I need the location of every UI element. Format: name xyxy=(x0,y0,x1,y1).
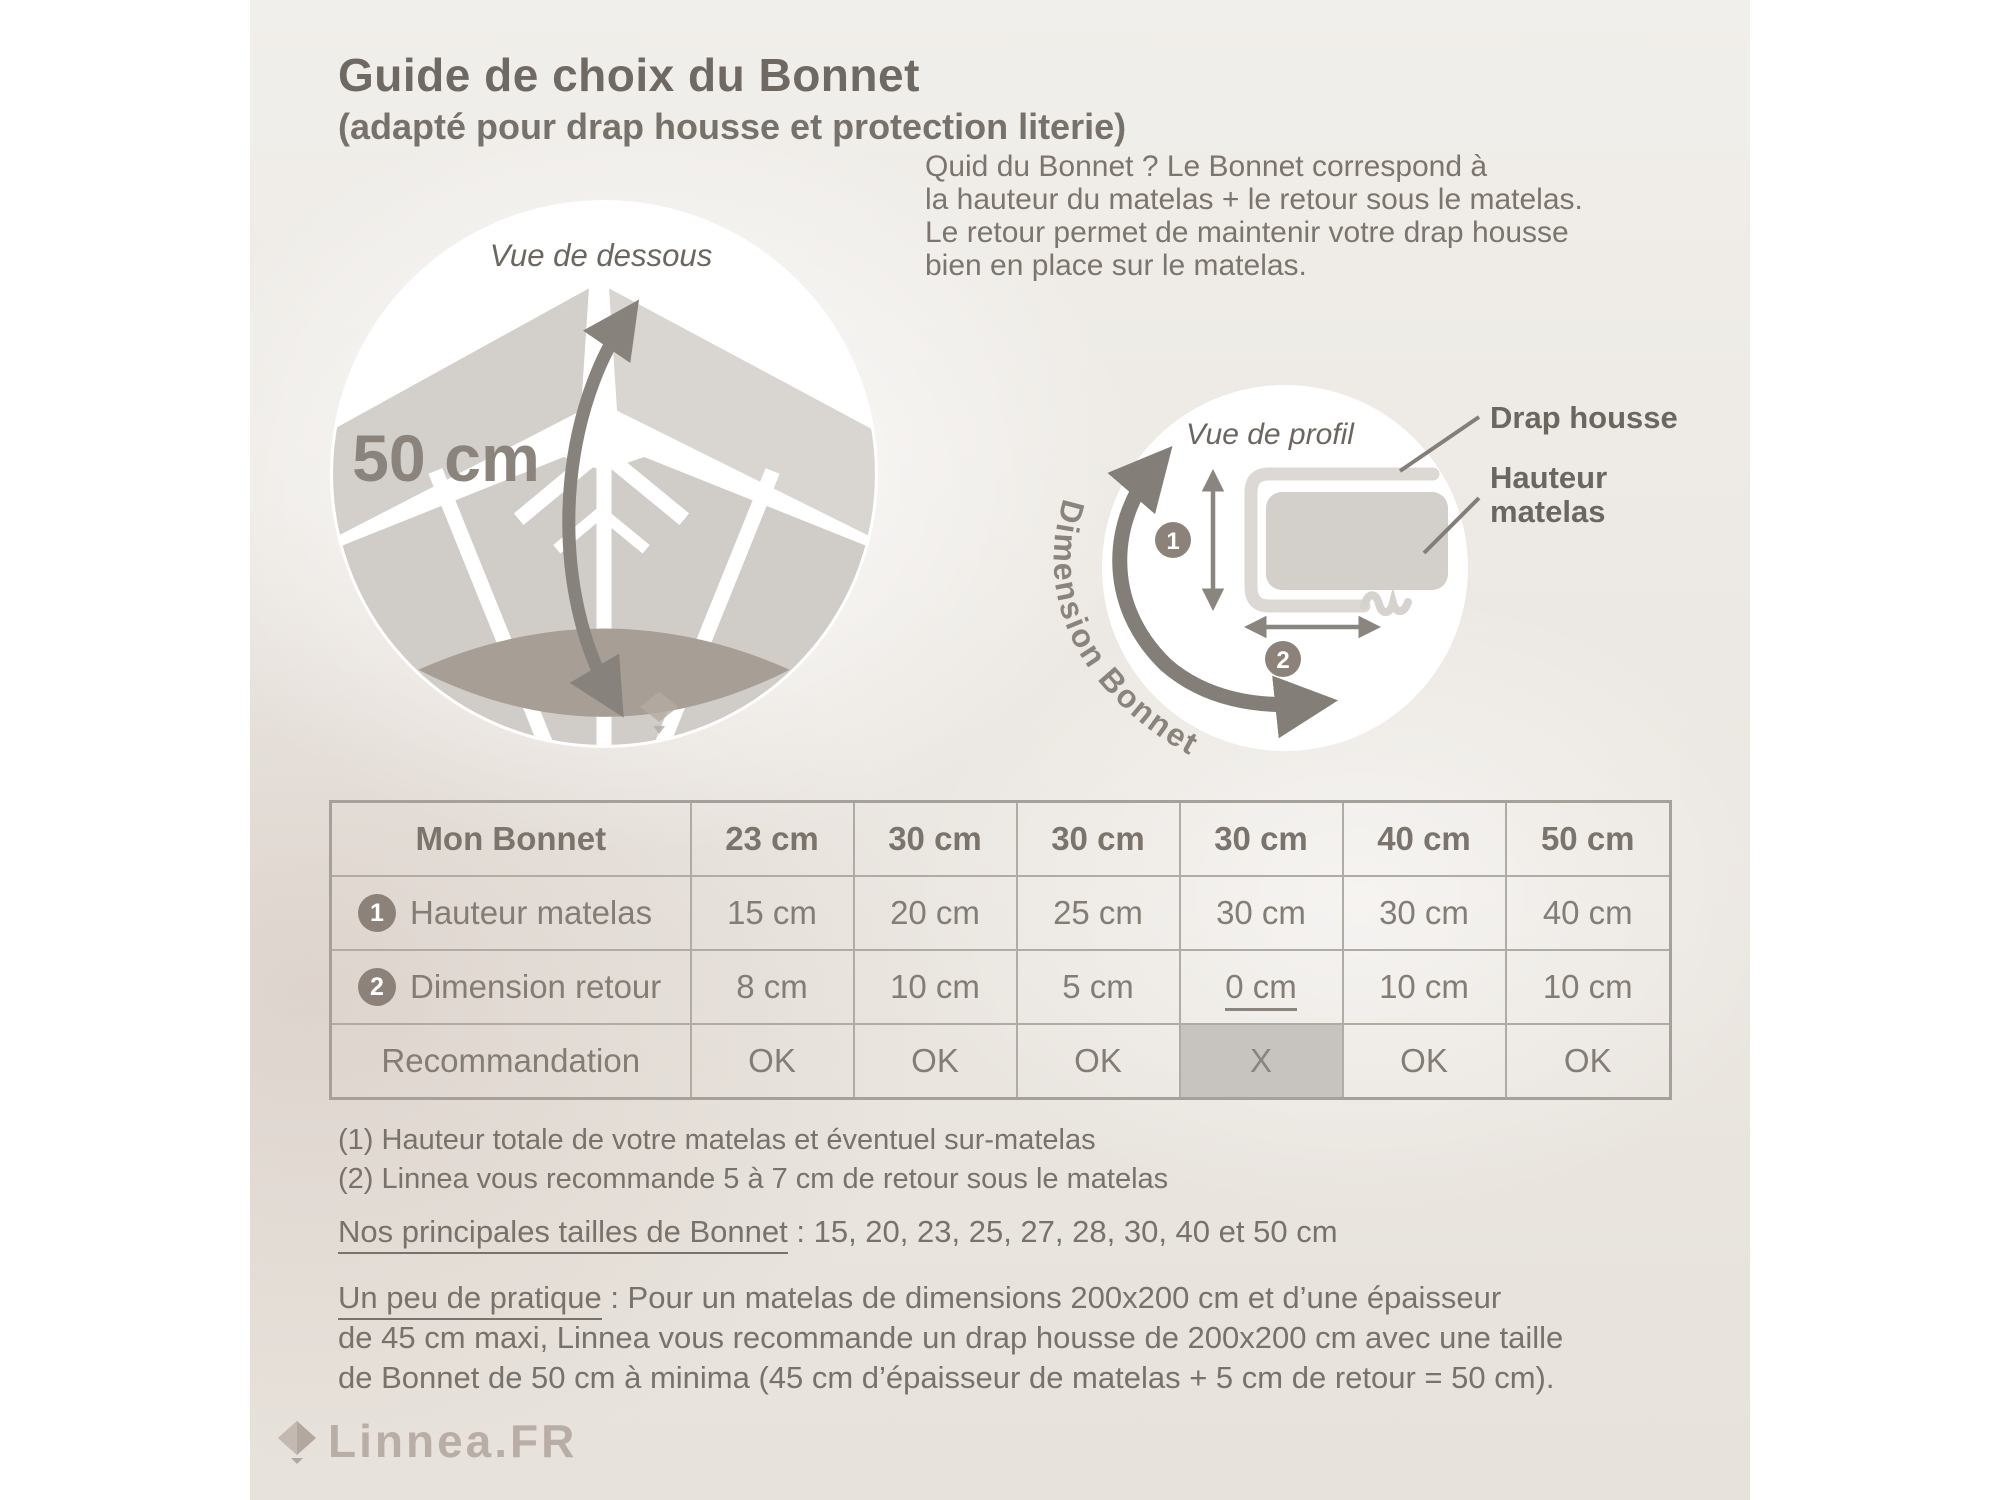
table-cell: OK xyxy=(1506,1024,1671,1099)
table-cell: 30 cm xyxy=(1343,876,1506,950)
badge-2-label: 2 xyxy=(1276,647,1290,674)
sizes-rest: : 15, 20, 23, 25, 27, 28, 30, 40 et 50 cm xyxy=(787,1214,1338,1249)
table-row-mattress-height xyxy=(331,876,1671,950)
header-cell: 23 cm xyxy=(691,802,854,877)
table-cell: 20 cm xyxy=(854,876,1017,950)
table-cell: OK xyxy=(691,1024,854,1099)
page-subtitle: (adapté pour drap housse et protection literie) xyxy=(338,106,1127,147)
table-header-label: Mon Bonnet xyxy=(331,802,691,877)
dimension-bonnet-curved-label: Dimension Bonnet xyxy=(1046,496,1206,763)
profile-view-diagram xyxy=(1020,368,1720,802)
badge-1-label: 1 xyxy=(1166,528,1180,555)
intro-paragraph xyxy=(925,150,1583,282)
row-badge-2: 2 xyxy=(358,968,396,1006)
profile-view-illustration xyxy=(1020,368,1720,802)
row-label: Hauteur matelas xyxy=(410,894,653,931)
intro-line: Le retour permet de maintenir votre drap housse xyxy=(925,216,1569,249)
brand-logo xyxy=(276,1414,577,1468)
intro-line: bien en place sur le matelas. xyxy=(925,249,1307,282)
footnote-1: (1) Hauteur totale de votre matelas et éventuel sur-matelas xyxy=(338,1124,1096,1156)
page-title: Guide de choix du Bonnet xyxy=(338,49,920,101)
practice-lead: Un peu de pratique xyxy=(338,1280,602,1320)
practice-line3: de Bonnet de 50 cm à minima (45 cm d’épaisseur de matelas + 5 cm de retour = 50 cm). xyxy=(338,1360,1555,1395)
header-cell: 30 cm xyxy=(1017,802,1180,877)
practice-line2: de 45 cm maxi, Linnea vous recommande un drap housse de 200x200 cm avec une taille xyxy=(338,1320,1564,1355)
table-cell: 5 cm xyxy=(1017,950,1180,1024)
mattress-shape xyxy=(1266,492,1448,590)
bottom-view-diagram xyxy=(328,198,880,750)
not-recommended-cell: X xyxy=(1180,1024,1343,1099)
table-cell: OK xyxy=(854,1024,1017,1099)
row-badge-1: 1 xyxy=(358,894,396,932)
bonnet-size-table xyxy=(329,800,1672,1100)
table-cell: 10 cm xyxy=(1343,950,1506,1024)
brand-logo-text: Linnea.FR xyxy=(328,1415,578,1467)
table-cell: 40 cm xyxy=(1506,876,1671,950)
profile-view-caption: Vue de profil xyxy=(1186,418,1354,451)
table-row-recommendation xyxy=(331,1024,1671,1099)
sizes-lead: Nos principales tailles de Bonnet xyxy=(338,1214,788,1254)
mattress-height-label-line1: Hauteur xyxy=(1490,460,1608,495)
table-cell xyxy=(1180,950,1343,1024)
header-cell: 50 cm xyxy=(1506,802,1671,877)
mattress-height-label-line2: matelas xyxy=(1490,494,1606,529)
table-cell: OK xyxy=(1017,1024,1180,1099)
bottom-view-caption: Vue de dessous xyxy=(489,238,713,274)
intro-line: la hauteur du matelas + le retour sous le matelas. xyxy=(925,183,1583,216)
practice-line1: : Pour un matelas de dimensions 200x200 cm et d’une épaisseur xyxy=(601,1280,1502,1315)
available-sizes-line xyxy=(338,1214,1338,1250)
infographic-canvas xyxy=(250,0,1750,1500)
table-cell: OK xyxy=(1343,1024,1506,1099)
row-label: Dimension retour xyxy=(410,968,662,1005)
row-label: Recommandation xyxy=(331,1024,691,1099)
brand-diamond-icon xyxy=(276,1417,318,1465)
bonnet-measurement-value: 50 cm xyxy=(352,422,540,497)
footnotes xyxy=(338,1121,1168,1199)
table-cell: 15 cm xyxy=(691,876,854,950)
sheet-label: Drap housse xyxy=(1490,400,1678,435)
table-cell: 25 cm xyxy=(1017,876,1180,950)
footnote-2: (2) Linnea vous recommande 5 à 7 cm de retour sous le matelas xyxy=(338,1163,1169,1195)
practice-paragraph xyxy=(338,1278,1563,1398)
intro-line: Quid du Bonnet ? Le Bonnet correspond à xyxy=(925,150,1488,183)
table-cell: 10 cm xyxy=(1506,950,1671,1024)
table-cell: 30 cm xyxy=(1180,876,1343,950)
header-cell: 40 cm xyxy=(1343,802,1506,877)
header-cell: 30 cm xyxy=(854,802,1017,877)
table-cell: 10 cm xyxy=(854,950,1017,1024)
header-cell: 30 cm xyxy=(1180,802,1343,877)
bottom-view-illustration xyxy=(328,198,880,750)
table-header-row xyxy=(331,802,1671,877)
table-row-return-dimension xyxy=(331,950,1671,1024)
table-cell: 8 cm xyxy=(691,950,854,1024)
underlined-zero-value: 0 cm xyxy=(1225,968,1297,1011)
